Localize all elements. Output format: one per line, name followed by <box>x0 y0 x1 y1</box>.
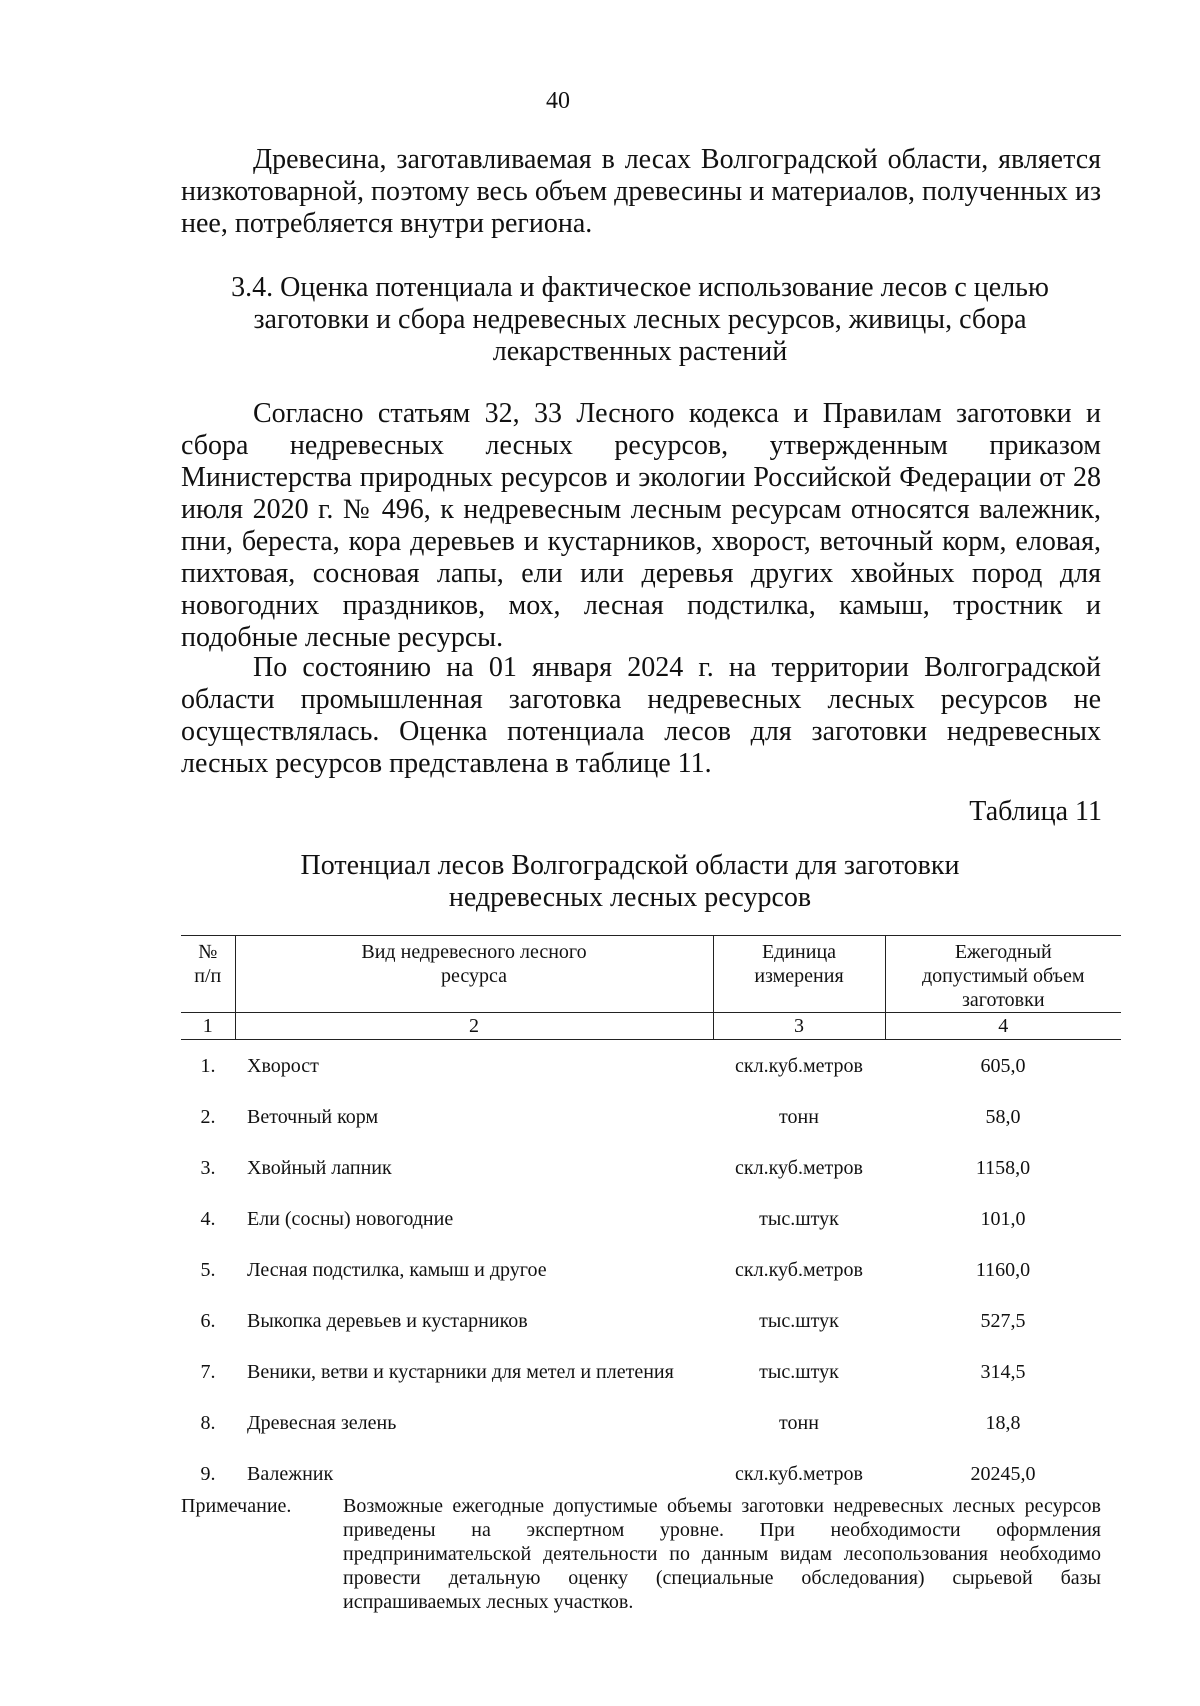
row-num: 7. <box>200 1360 216 1383</box>
column-number-row <box>181 1013 1121 1040</box>
note-text: Возможные ежегодные допустимые объемы заготовки недревесных лесных ресурсов приведены на экспертном уровне. При необходимости оформления предпринимательской деятельности по данным видам лесопользования необходимо провести детальную оценку (специальные обследования) сырьевой базы испрашиваемых лесных участков. <box>343 1495 1101 1613</box>
section-heading <box>200 272 1080 368</box>
row-unit: скл.куб.метров <box>735 1258 863 1281</box>
row-volume: 605,0 <box>980 1054 1026 1077</box>
table-row <box>181 1448 1121 1499</box>
row-unit: тыс.штук <box>759 1360 839 1383</box>
row-volume: 18,8 <box>985 1411 1021 1434</box>
row-num: 5. <box>200 1258 216 1281</box>
row-unit: скл.куб.метров <box>735 1054 863 1077</box>
row-volume: 1158,0 <box>975 1156 1031 1179</box>
page-number: 40 <box>546 88 570 114</box>
row-unit: тонн <box>779 1105 819 1128</box>
row-volume: 20245,0 <box>970 1462 1036 1485</box>
column-number: 3 <box>713 1013 885 1040</box>
section-heading-line: заготовки и сбора недревесных лесных ресурсов, живицы, сбора <box>253 304 1027 335</box>
row-resource: Валежник <box>247 1462 334 1485</box>
row-volume: 314,5 <box>980 1360 1026 1383</box>
section-heading-line: лекарственных растений <box>492 336 788 367</box>
section-heading-line: 3.4. Оценка потенциала и фактическое использование лесов с целью <box>231 272 1049 303</box>
row-resource: Ели (сосны) новогодние <box>247 1207 454 1230</box>
table-header-row <box>181 936 1121 1013</box>
paragraph-legal-basis: Согласно статьям 32, 33 Лесного кодекса и Правилам заготовки и сбора недревесных лесных ресурсов, утвержденным приказом Министерства природных ресурсов и экологии Российской Федерации от 28 июля 2020 г. № 496, к недревесным лесным ресурсам относятся валежник, пни, береста, кора деревьев и кустарников, хворост, веточный корм, еловая, пихтовая, сосновая лапы, ели или деревья других хвойных пород для новогодних праздников, мох, лесная подстилка, камыш, тростник и подобные лесные ресурсы. <box>181 398 1101 653</box>
table-row <box>181 1091 1121 1142</box>
row-resource: Хворост <box>247 1054 319 1077</box>
row-unit: тыс.штук <box>759 1207 839 1230</box>
row-volume: 101,0 <box>980 1207 1026 1230</box>
table-title-line: Потенциал лесов Волгоградской области для заготовки <box>300 850 960 881</box>
row-unit: тыс.штук <box>759 1309 839 1332</box>
column-number: 4 <box>885 1013 1121 1040</box>
table-label: Таблица 11 <box>969 796 1102 827</box>
table-row <box>181 1040 1121 1092</box>
row-volume: 1160,0 <box>975 1258 1031 1281</box>
row-num: 1. <box>200 1054 216 1077</box>
row-resource: Выкопка деревьев и кустарников <box>247 1309 528 1332</box>
column-number: 1 <box>181 1013 235 1040</box>
table-row <box>181 1244 1121 1295</box>
row-volume: 58,0 <box>985 1105 1021 1128</box>
row-resource: Лесная подстилка, камыш и другое <box>247 1258 547 1281</box>
row-resource: Хвойный лапник <box>247 1156 392 1179</box>
header-annual-volume: Ежегодный допустимый объем заготовки <box>885 936 1121 1013</box>
resources-table <box>181 935 1121 1499</box>
row-num: 8. <box>200 1411 216 1434</box>
table-title-line: недревесных лесных ресурсов <box>448 882 812 913</box>
row-volume: 527,5 <box>980 1309 1026 1332</box>
paragraph-current-state: По состоянию на 01 января 2024 г. на территории Волгоградской области промышленная заготовка недревесных лесных ресурсов не осуществлялась. Оценка потенциала лесов для заготовки недревесных лесных ресурсов представлена в таблице 11. <box>181 652 1101 779</box>
note-label: Примечание. <box>181 1495 292 1517</box>
row-num: 6. <box>200 1309 216 1332</box>
table-row <box>181 1295 1121 1346</box>
table-title <box>240 850 1020 914</box>
table-row <box>181 1397 1121 1448</box>
row-resource: Веточный корм <box>247 1105 379 1128</box>
table-row <box>181 1142 1121 1193</box>
row-unit: скл.куб.метров <box>735 1156 863 1179</box>
row-unit: тонн <box>779 1411 819 1434</box>
header-resource-type: Вид недревесного лесного ресурса <box>235 936 713 1013</box>
row-resource: Древесная зелень <box>247 1411 397 1434</box>
column-number: 2 <box>235 1013 713 1040</box>
row-num: 2. <box>200 1105 216 1128</box>
table-row <box>181 1193 1121 1244</box>
paragraph-wood-usage: Древесина, заготавливаемая в лесах Волгоградской области, является низкотоварной, поэтому весь объем древесины и материалов, полученных из нее, потребляется внутри региона. <box>181 144 1101 239</box>
row-num: 4. <box>200 1207 216 1230</box>
table-row <box>181 1346 1121 1397</box>
row-num: 3. <box>200 1156 216 1179</box>
header-num: № п/п <box>181 936 235 1013</box>
row-num: 9. <box>200 1462 216 1485</box>
header-unit: Единица измерения <box>713 936 885 1013</box>
row-resource: Веники, ветви и кустарники для метел и плетения <box>247 1360 674 1383</box>
row-unit: скл.куб.метров <box>735 1462 863 1485</box>
